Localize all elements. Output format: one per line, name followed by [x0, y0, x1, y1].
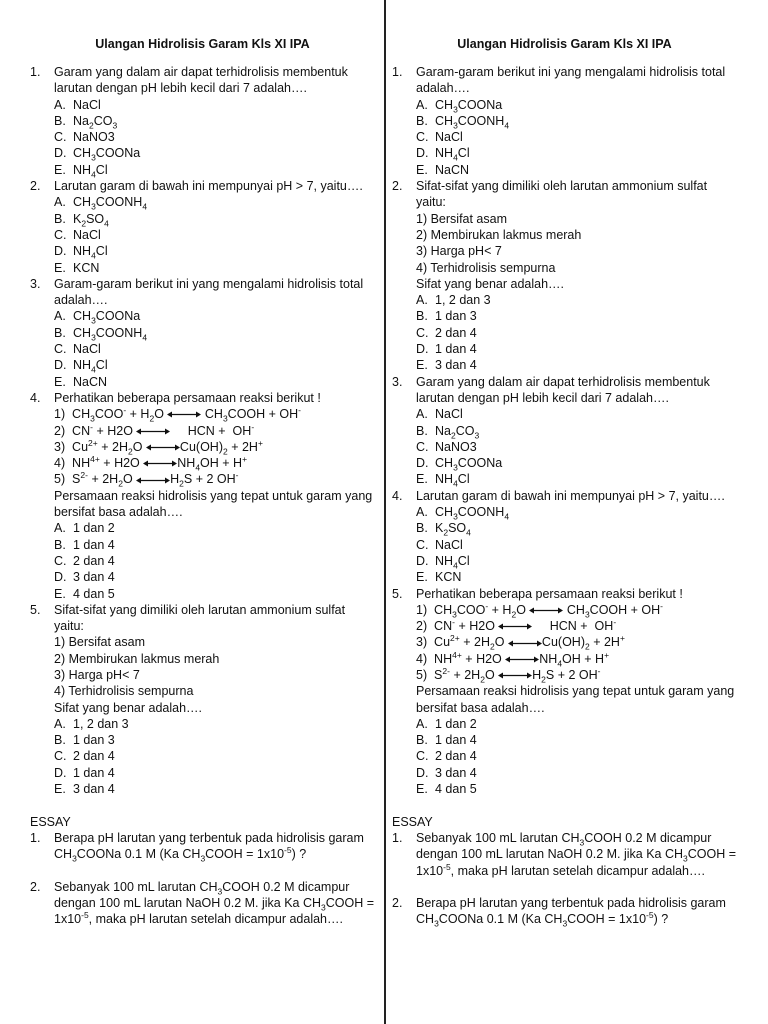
option-label: D.	[54, 765, 67, 780]
option-label: C.	[54, 553, 67, 568]
options	[30, 520, 375, 601]
option-label: E.	[416, 358, 428, 373]
essay-text: Sebanyak 100 mL larutan $CH_3COOH$ 0.2 M dicampur dengan 100 mL larutan NaOH 0.2 M. jika Ka $CH_3COOH = 1x10^{-5}$, maka pH larutan setelah dicampur adalah….	[54, 879, 375, 927]
question-stem: Persamaan reaksi hidrolisis yang tepat untuk garam yang bersifat basa adalah….	[54, 488, 373, 520]
option-label: A.	[54, 97, 66, 112]
answer-option	[392, 748, 737, 764]
option-label: E.	[416, 570, 428, 585]
answer-option	[30, 520, 375, 536]
reaction-equation: 4) $NH^{4+} + H2O$ $NH_4OH + H^+$	[54, 453, 248, 473]
option-text: KCN	[73, 260, 100, 275]
question-2	[392, 178, 737, 211]
answer-option	[392, 308, 737, 324]
reaction-equation: 1) $CH_3COO^- + H_2O$ $CH_3COOH + OH^-$	[416, 600, 664, 620]
option-label: C.	[54, 749, 67, 764]
equilibrium-arrow-icon	[143, 459, 177, 468]
options	[30, 716, 375, 797]
option-text: 3 dan 4	[73, 782, 115, 797]
option-text: 1 dan 2	[73, 521, 115, 536]
option-text: 1 dan 3	[435, 309, 477, 324]
option-text: $K_2SO_4$	[435, 521, 471, 538]
option-label: E.	[416, 162, 428, 177]
option-text: 4 dan 5	[73, 586, 115, 601]
option-label: E.	[54, 586, 66, 601]
option-text: $NH_4Cl$	[435, 472, 470, 489]
answer-option	[30, 162, 375, 178]
options	[392, 97, 737, 178]
option-label: B.	[54, 537, 66, 552]
essay-text: Sebanyak 100 mL larutan $CH_3COOH$ 0.2 M dicampur dengan 100 mL larutan NaOH 0.2 M. jika Ka $CH_3COOH = 1x10^{-5}$, maka pH larutan setelah dicampur adalah….	[416, 830, 737, 878]
equilibrium-arrow-icon	[136, 476, 170, 485]
answer-option	[30, 586, 375, 602]
option-label: B.	[416, 423, 428, 438]
question-text: Perhatikan beberapa persamaan reaksi berikut !	[54, 390, 321, 405]
answer-option	[30, 569, 375, 585]
answer-option	[392, 341, 737, 357]
question-stem: Sifat yang benar adalah….	[54, 700, 203, 715]
essay-question-2	[392, 895, 737, 928]
option-label: B.	[416, 113, 428, 128]
answer-option	[30, 308, 375, 324]
answer-option	[392, 325, 737, 341]
question-number: 2.	[30, 879, 41, 894]
option-text: 3 dan 4	[435, 358, 477, 373]
option-label: C.	[54, 130, 67, 145]
option-label: A.	[416, 407, 428, 422]
statement-list	[392, 211, 737, 276]
answer-option	[30, 260, 375, 276]
option-label: E.	[54, 374, 66, 389]
question-4	[30, 390, 375, 406]
question-text: Larutan garam di bawah ini mempunyai pH > 7, yaitu….	[416, 488, 725, 503]
option-text: $Na_2CO_3$	[73, 113, 118, 131]
answer-option	[30, 341, 375, 357]
answer-option	[392, 423, 737, 439]
statement-item: 4) Terhidrolisis sempurna	[416, 260, 556, 275]
option-label: C.	[54, 342, 67, 357]
question-text: Perhatikan beberapa persamaan reaksi berikut !	[416, 586, 683, 601]
answer-option	[30, 194, 375, 210]
option-text: $CH_3COONa$	[435, 456, 503, 473]
answer-option	[392, 455, 737, 471]
option-text: 4 dan 5	[435, 782, 477, 797]
option-label: D.	[416, 342, 429, 357]
option-label: D.	[54, 570, 67, 585]
option-text: $NH_4Cl$	[435, 553, 470, 571]
answer-option	[30, 243, 375, 259]
option-text: NaCl	[73, 97, 101, 112]
option-label: B.	[54, 113, 66, 128]
option-text: $NH_4Cl$	[435, 146, 470, 163]
question-text: Garam-garam berikut ini yang mengalami hidrolisis total adalah….	[54, 276, 364, 308]
equilibrium-arrow-icon	[529, 606, 563, 615]
question-number: 2.	[30, 179, 41, 194]
answer-option	[392, 97, 737, 113]
question-number: 3.	[30, 276, 41, 291]
answer-option	[392, 113, 737, 129]
reaction-equation: 3) $Cu^{2+} + 2H_2O$ $Cu(OH)_2 + 2H^+$	[416, 633, 625, 652]
option-text: 1 dan 3	[73, 733, 115, 748]
option-label: D.	[416, 456, 429, 471]
option-label: C.	[54, 227, 67, 242]
question-number: 5.	[392, 586, 403, 601]
option-label: E.	[416, 782, 428, 797]
option-label: A.	[416, 505, 428, 520]
reaction-equation: 2) CN- + H2O HCN + OH-	[416, 616, 617, 634]
answer-option	[392, 145, 737, 161]
option-label: C.	[416, 130, 429, 145]
answer-option	[392, 716, 737, 732]
question-text: Garam-garam berikut ini yang mengalami hidrolisis total adalah….	[416, 65, 726, 96]
statement-list	[30, 634, 375, 699]
reaction-equation: 3) $Cu^{2+} + 2H_2O$ $Cu(OH)_2 + 2H^+$	[54, 437, 263, 457]
options	[30, 194, 375, 275]
answer-option	[30, 357, 375, 373]
option-text: $CH_3COONa$	[73, 146, 141, 163]
answer-option	[392, 162, 737, 178]
statement-item: 3) Harga pH< 7	[416, 244, 502, 259]
question-number: 4.	[30, 390, 41, 405]
question-text: Sifat-sifat yang dimiliki oleh larutan ammonium sulfat yaitu:	[54, 602, 346, 634]
essay-text: Berapa pH larutan yang terbentuk pada hidrolisis garam $CH_3COONa$ 0.1 M (Ka $CH_3COOH = 1x10^{-5}$) ?	[54, 830, 364, 864]
option-text: $NH_4Cl$	[73, 358, 108, 375]
option-label: A.	[54, 716, 66, 731]
question-text: Garam yang dalam air dapat terhidrolisis membentuk larutan dengan pH lebih kecil dari 7 adalah….	[416, 374, 710, 405]
answer-option	[392, 504, 737, 520]
answer-option	[30, 781, 375, 797]
option-label: D.	[54, 358, 67, 373]
answer-option	[392, 732, 737, 748]
answer-option	[392, 471, 737, 487]
essay-question-2	[30, 879, 375, 928]
equilibrium-arrow-icon	[508, 639, 542, 648]
equilibrium-arrow-icon	[146, 443, 180, 452]
page-title: Ulangan Hidrolisis Garam Kls XI IPA	[457, 37, 672, 51]
answer-option	[30, 129, 375, 145]
answer-option	[30, 227, 375, 243]
essay-question-1	[392, 830, 737, 879]
essay-text: Berapa pH larutan yang terbentuk pada hidrolisis garam $CH_3COONa$ 0.1 M (Ka $CH_3COOH = 1x10^{-5}$) ?	[416, 896, 726, 929]
option-text: 1 dan 4	[73, 537, 115, 552]
statement-item: 2) Membirukan lakmus merah	[54, 651, 220, 666]
reaction-equation: 5) $S^{2-} + 2H_2O$ $H_2S + 2$ OH-	[416, 665, 601, 685]
question-2	[30, 178, 375, 194]
option-text: KCN	[435, 570, 462, 585]
answer-option	[392, 292, 737, 308]
statement-item: 3) Harga pH< 7	[54, 667, 140, 682]
question-number: 2.	[392, 179, 403, 194]
essay-heading: ESSAY	[392, 814, 433, 829]
question-stem: Persamaan reaksi hidrolisis yang tepat untuk garam yang bersifat basa adalah….	[416, 684, 735, 715]
option-label: C.	[416, 439, 429, 454]
option-text: 2 dan 4	[73, 749, 115, 764]
option-text: $CH_3COONa$	[435, 97, 503, 115]
option-text: $Na_2CO_3$	[435, 423, 480, 441]
question-list	[30, 64, 375, 928]
option-label: D.	[54, 146, 67, 161]
options	[30, 97, 375, 178]
question-number: 2.	[392, 896, 403, 911]
option-text: NaCl	[435, 537, 463, 552]
reaction-equation: 5) $S^{2-} + 2H_2O$ $H_2S + 2$ OH-	[54, 470, 239, 489]
answer-option	[30, 732, 375, 748]
option-text: NaCl	[73, 227, 101, 242]
answer-option	[392, 406, 737, 422]
reaction-equation: 4) $NH^{4+} + H2O$ $NH_4OH + H^+$	[416, 649, 610, 669]
option-text: $CH_3COONH_4$	[73, 195, 148, 212]
answer-option	[30, 211, 375, 227]
statement-item: 1) Bersifat asam	[54, 635, 146, 650]
question-stem: Sifat yang benar adalah….	[416, 276, 565, 291]
option-label: D.	[54, 244, 67, 259]
question-text: Sifat-sifat yang dimiliki oleh larutan ammonium sulfat yaitu:	[416, 179, 708, 210]
essay-question-1	[30, 830, 375, 863]
option-label: E.	[54, 260, 66, 275]
answer-option	[30, 537, 375, 553]
option-text: NaCl	[435, 407, 463, 422]
option-text: 1 dan 4	[435, 733, 477, 748]
reaction-list	[30, 406, 375, 487]
answer-option	[392, 129, 737, 145]
option-label: D.	[416, 553, 429, 568]
question-number: 1.	[30, 65, 41, 79]
answer-option	[30, 748, 375, 764]
essay-heading: ESSAY	[30, 814, 71, 829]
answer-option	[30, 716, 375, 732]
options	[392, 504, 737, 585]
answer-option	[392, 537, 737, 553]
option-text: 2 dan 4	[435, 749, 477, 764]
answer-option	[30, 113, 375, 129]
options	[30, 308, 375, 389]
answer-option	[30, 374, 375, 390]
option-label: E.	[54, 162, 66, 177]
equilibrium-arrow-icon	[136, 427, 170, 436]
answer-option	[392, 765, 737, 781]
option-label: A.	[416, 293, 428, 308]
option-text: 1 dan 4	[73, 765, 115, 780]
equilibrium-arrow-icon	[167, 410, 201, 419]
reaction-equation: 1) $CH_3COO^- + H_2O$ $CH_3COOH + OH^-$	[54, 405, 302, 424]
answer-option	[30, 145, 375, 161]
option-text: NaNO3	[435, 439, 477, 454]
question-3	[30, 276, 375, 309]
option-text: 1 dan 2	[435, 716, 477, 731]
option-text: $CH_3COONH_4$	[435, 505, 510, 522]
question-number: 3.	[392, 374, 403, 389]
options	[392, 716, 737, 797]
options	[392, 292, 737, 373]
equilibrium-arrow-icon	[498, 671, 532, 680]
option-label: B.	[416, 521, 428, 536]
option-label: B.	[54, 325, 66, 340]
option-text: 1, 2 dan 3	[435, 293, 491, 308]
answer-option	[30, 97, 375, 113]
option-text: 2 dan 4	[73, 553, 115, 568]
statement-item: 4) Terhidrolisis sempurna	[54, 684, 194, 699]
question-1	[392, 64, 737, 97]
page-title: Ulangan Hidrolisis Garam Kls XI IPA	[95, 37, 310, 51]
question-5	[392, 586, 737, 602]
option-text: 1 dan 4	[435, 342, 477, 357]
answer-option	[392, 439, 737, 455]
answer-option	[392, 553, 737, 569]
answer-option	[30, 765, 375, 781]
option-text: $NH_4Cl$	[73, 162, 108, 180]
option-label: C.	[416, 537, 429, 552]
option-text: NaCN	[435, 162, 470, 177]
option-label: A.	[54, 309, 66, 324]
option-label: C.	[416, 325, 429, 340]
option-text: $CH_3COONa$	[73, 309, 141, 326]
answer-option	[392, 357, 737, 373]
option-label: A.	[54, 195, 66, 210]
option-text: 2 dan 4	[435, 325, 477, 340]
answer-option	[30, 553, 375, 569]
option-label: C.	[416, 749, 429, 764]
question-number: 5.	[30, 602, 41, 617]
option-label: D.	[416, 765, 429, 780]
answer-option	[30, 325, 375, 341]
options	[392, 406, 737, 487]
option-text: $K_2SO_4$	[73, 211, 109, 229]
option-text: $CH_3COONH_4$	[73, 325, 148, 343]
statement-item: 2) Membirukan lakmus merah	[416, 227, 582, 242]
answer-option	[392, 520, 737, 536]
option-label: B.	[54, 211, 66, 226]
equilibrium-arrow-icon	[505, 655, 539, 664]
option-text: NaNO3	[73, 130, 115, 145]
option-text: 3 dan 4	[73, 570, 115, 585]
option-label: D.	[416, 146, 429, 161]
option-text: $CH_3COONH_4$	[435, 113, 510, 131]
reaction-list	[392, 602, 737, 683]
option-text: NaCl	[435, 130, 463, 145]
option-label: A.	[54, 521, 66, 536]
equilibrium-arrow-icon	[498, 622, 532, 631]
option-text: NaCN	[73, 374, 108, 389]
question-1	[30, 64, 375, 97]
question-4	[392, 488, 737, 504]
option-text: NaCl	[73, 342, 101, 357]
question-3	[392, 374, 737, 407]
option-label: E.	[54, 782, 66, 797]
question-text: Larutan garam di bawah ini mempunyai pH > 7, yaitu….	[54, 179, 363, 194]
question-number: 1.	[30, 830, 41, 845]
question-5	[30, 602, 375, 635]
question-number: 1.	[392, 65, 403, 79]
reaction-equation: 2) CN- + H2O HCN + OH-	[54, 421, 255, 438]
question-text: Garam yang dalam air dapat terhidrolisis membentuk larutan dengan pH lebih kecil dari 7 adalah….	[54, 65, 348, 96]
option-text: 3 dan 4	[435, 765, 477, 780]
question-list	[392, 64, 737, 928]
option-label: A.	[416, 97, 428, 112]
option-label: B.	[416, 733, 428, 748]
answer-option	[392, 781, 737, 797]
option-text: $NH_4Cl$	[73, 244, 108, 261]
option-label: E.	[416, 472, 428, 487]
option-label: A.	[416, 716, 428, 731]
option-label: B.	[54, 733, 66, 748]
column-divider	[384, 0, 386, 1024]
question-number: 1.	[392, 830, 403, 845]
answer-option	[392, 569, 737, 585]
statement-item: 1) Bersifat asam	[416, 211, 508, 226]
option-text: 1, 2 dan 3	[73, 716, 129, 731]
question-number: 4.	[392, 488, 403, 503]
option-label: B.	[416, 309, 428, 324]
